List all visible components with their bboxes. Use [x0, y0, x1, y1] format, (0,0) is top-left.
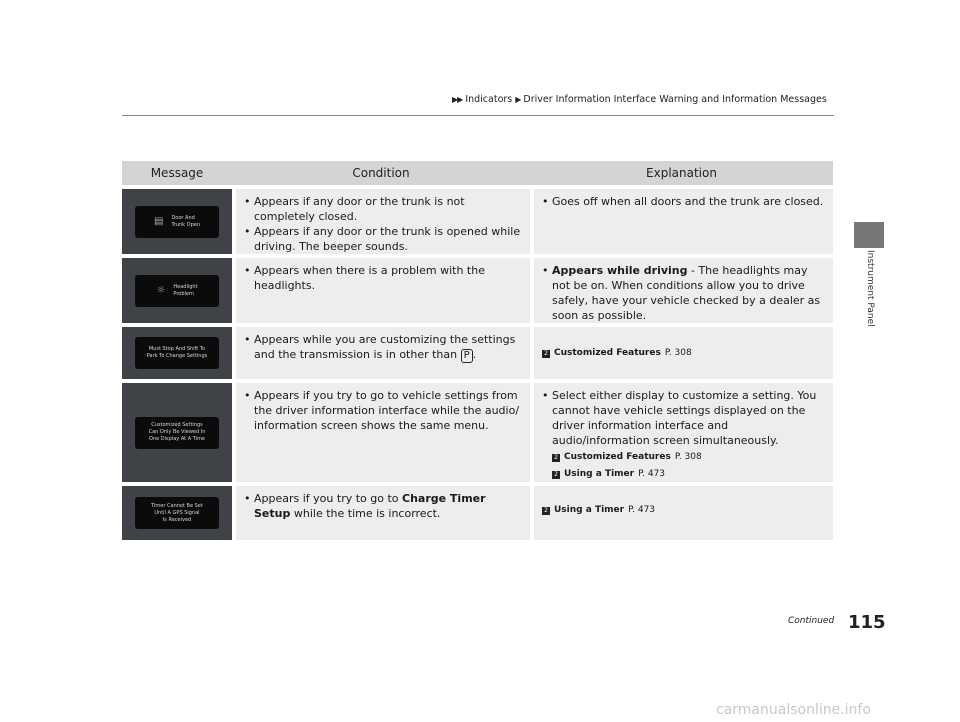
header-divider: [122, 115, 834, 116]
cross-reference[interactable]: [542, 503, 827, 518]
reference-page: P. 473: [638, 469, 666, 479]
explanation-item: [542, 263, 827, 323]
condition-item: [244, 332, 524, 363]
section-tab: [854, 222, 884, 248]
condition-item: • Appears if any door or the trunk is not completely closed.: [244, 194, 524, 224]
explanation-item: • Goes off when all doors and the trunk are closed.: [542, 194, 827, 209]
message-screen-text: Must Stop And Shift To Park To Change Settings: [146, 346, 208, 359]
column-header-explanation: Explanation: [530, 161, 833, 185]
door-open-icon: ▤: [153, 216, 164, 227]
condition-cell: [232, 327, 530, 379]
condition-item: • Appears if any door or the trunk is opened while driving. The beeper sounds.: [244, 224, 524, 254]
breadcrumb: [452, 94, 827, 105]
reference-page: P. 308: [664, 348, 692, 358]
reference-arrow-icon: 2: [542, 507, 550, 515]
chevron-right-icon: ▶▶: [452, 95, 463, 104]
breadcrumb-item-current: Driver Information Interface Warning and Information Messages: [523, 94, 827, 105]
message-table: [122, 157, 833, 544]
table-header-row: [122, 161, 833, 185]
explanation-cell: [530, 327, 833, 379]
table-row: [122, 383, 833, 482]
explanation-cell: [530, 383, 833, 482]
message-image-cell: [122, 327, 232, 379]
condition-item: [244, 491, 524, 521]
reference-title[interactable]: Customized Features: [554, 348, 661, 358]
cross-reference[interactable]: [542, 467, 827, 482]
page-number: 115: [848, 612, 886, 633]
condition-text: Appears while you are customizing the settings and the transmission is in other than: [254, 333, 516, 361]
condition-end: .: [472, 348, 477, 361]
cross-reference[interactable]: [542, 346, 827, 361]
message-screen: [135, 275, 219, 307]
condition-text: Appears if you try to go to: [254, 492, 399, 505]
explanation-text: - The headlights may not be on. When conditions allow you to drive safely, have your vehicle checked by a dealer as soon as possible.: [552, 264, 821, 322]
table-row: [122, 258, 833, 323]
section-label: [863, 250, 877, 400]
message-screen: [135, 497, 219, 529]
explanation-cell: [530, 486, 833, 540]
condition-item: • Appears when there is a problem with the headlights.: [244, 263, 524, 293]
message-image-cell: [122, 486, 232, 540]
message-image-cell: [122, 189, 232, 254]
reference-page: P. 308: [674, 452, 702, 462]
gear-p-indicator: P: [461, 349, 473, 363]
headlight-icon: ☼: [156, 285, 166, 296]
reference-arrow-icon: 2: [542, 350, 550, 358]
reference-title[interactable]: Customized Features: [564, 452, 671, 462]
condition-item: • Appears if you try to go to vehicle settings from the driver information interface while the audio/ information screen shows the same menu.: [244, 388, 524, 433]
cross-reference[interactable]: [542, 450, 827, 465]
explanation-cell: [530, 258, 833, 323]
message-screen-text: Timer Cannot Be Set Until A GPS Signal Is Received: [151, 502, 203, 523]
watermark: carmanualsonline.info: [716, 702, 871, 718]
explanation-cell: [530, 189, 833, 254]
explanation-bold: Appears while driving: [552, 264, 688, 277]
reference-title[interactable]: Using a Timer: [554, 505, 625, 515]
condition-bold: Charge Timer Setup: [254, 492, 486, 520]
condition-text: while the time is incorrect.: [293, 507, 441, 520]
message-image-cell: [122, 383, 232, 482]
chevron-right-icon: ▶: [515, 95, 521, 104]
message-image-cell: [122, 258, 232, 323]
condition-cell: [232, 486, 530, 540]
reference-arrow-icon: 2: [552, 471, 560, 479]
message-screen: [135, 206, 219, 238]
reference-title[interactable]: Using a Timer: [564, 469, 635, 479]
table-row: [122, 486, 833, 540]
continued-label: Continued: [788, 616, 835, 626]
message-screen-text: Headlight Problem: [173, 283, 198, 297]
breadcrumb-item-indicators[interactable]: Indicators: [465, 94, 513, 105]
message-screen-text: Customized Settings Can Only Be Viewed In One Display At A Time: [148, 422, 206, 442]
column-header-condition: Condition: [232, 161, 530, 185]
column-header-message: Message: [122, 161, 232, 185]
section-label-text: Instrument Panel: [865, 250, 875, 327]
table-row: [122, 327, 833, 379]
condition-cell: [232, 189, 530, 254]
explanation-item: • Select either display to customize a setting. You cannot have vehicle settings displayed on the driver information interface and audio/information screen simultaneously.: [542, 388, 827, 448]
reference-arrow-icon: 2: [552, 454, 560, 462]
message-screen: [135, 417, 219, 449]
message-screen-text: Door And Trunk Open: [171, 214, 200, 228]
reference-page: P. 473: [628, 505, 656, 515]
table-row: [122, 189, 833, 254]
message-screen: [135, 337, 219, 369]
condition-cell: [232, 258, 530, 323]
condition-cell: [232, 383, 530, 482]
